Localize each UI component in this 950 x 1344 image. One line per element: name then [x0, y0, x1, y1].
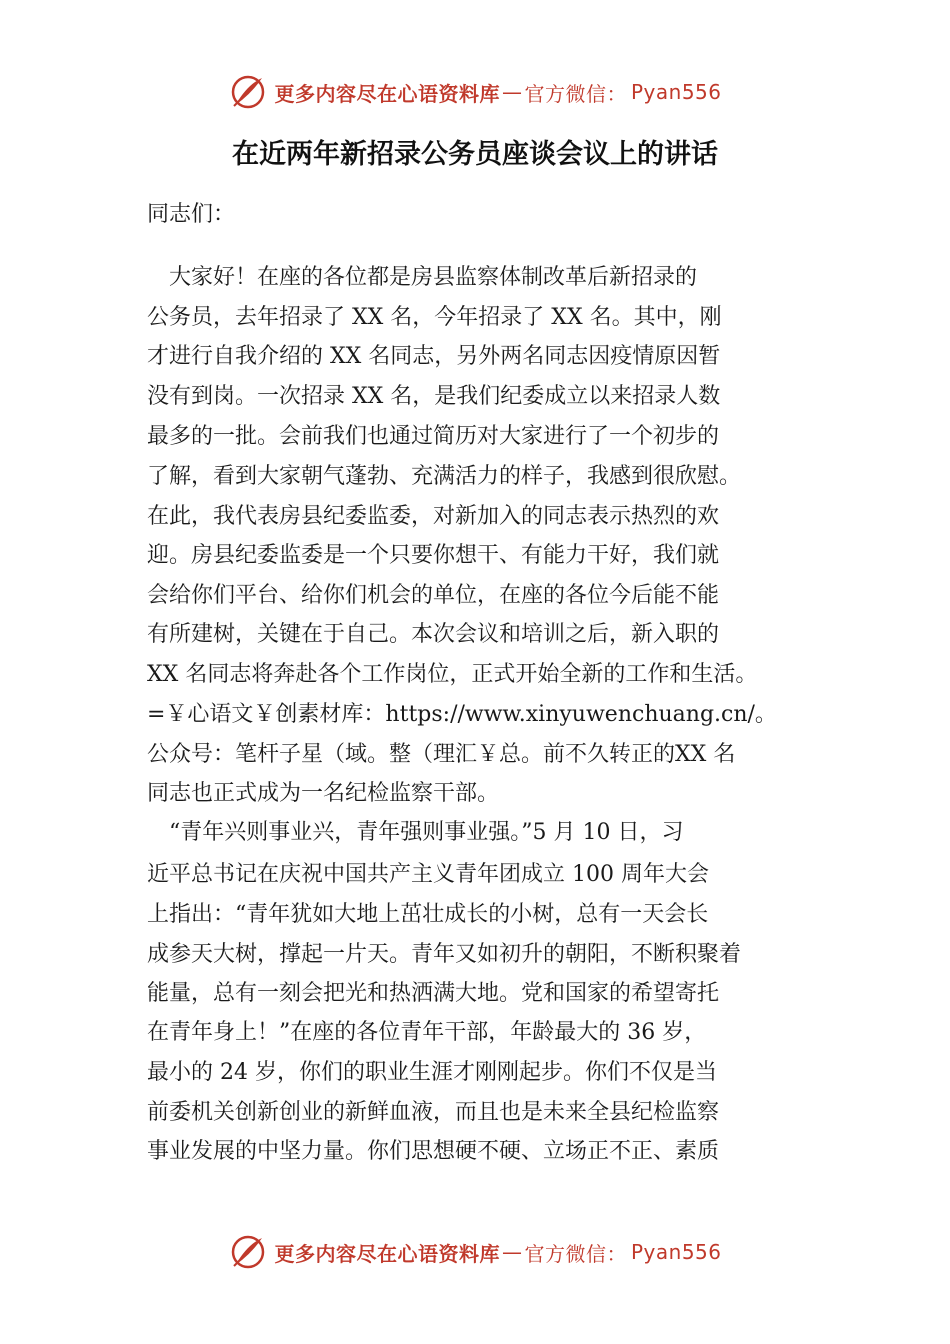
footer-watermark	[0, 1230, 950, 1274]
body-line: 前委机关创新创业的新鲜血液，而且也是未来全县纪检监察	[147, 1100, 720, 1125]
greeting: 同志们：	[147, 202, 236, 227]
body-line: 上指出：“青年犹如大地上茁壮成长的小树，总有一天会长	[147, 902, 709, 927]
body-line: 大家好！在座的各位都是房县监察体制改革后新招录的	[147, 265, 698, 290]
watermark-handle: Pyan556	[630, 1240, 722, 1264]
body-line: 成参天大树，撑起一片天。青年又如初升的朝阳，不断积聚着	[147, 942, 742, 967]
body-line: 同志也正式成为一名纪检监察干部。	[147, 781, 500, 806]
watermark-label: 官方微信：	[524, 1241, 627, 1266]
body-line: 最小的 24 岁，你们的职业生涯才刚刚起步。你们不仅是当	[147, 1060, 717, 1085]
quill-circle-logo-icon	[228, 1232, 268, 1272]
watermark-separator: —	[501, 1240, 523, 1264]
document-title: 在近两年新招录公务员座谈会议上的讲话	[232, 139, 718, 170]
body-line: 近平总书记在庆祝中国共产主义青年团成立 100 周年大会	[147, 862, 709, 887]
quill-circle-logo-icon	[228, 72, 268, 112]
body-line: 有所建树，关键在于自己。本次会议和培训之后，新入职的	[147, 622, 720, 647]
body-line: =￥心语文￥创素材库：https://www.xinyuwenchuang.cn/。	[147, 702, 777, 727]
body-line: 没有到岗。一次招录 XX 名，是我们纪委成立以来招录人数	[147, 384, 721, 409]
body-line: 能量，总有一刻会把光和热洒满大地。党和国家的希望寄托	[147, 981, 720, 1006]
body-line: 事业发展的中坚力量。你们思想硬不硬、立场正不正、素质	[147, 1139, 720, 1164]
header-watermark	[0, 70, 950, 114]
watermark-site: 更多内容尽在心语资料库	[274, 1241, 500, 1266]
body-line: 了解，看到大家朝气蓬勃、充满活力的样子，我感到很欣慰。	[147, 464, 742, 489]
body-line: XX 名同志将奔赴各个工作岗位，正式开始全新的工作和生活。	[147, 662, 758, 687]
body-line: 公务员，去年招录了 XX 名，今年招录了 XX 名。其中，刚	[147, 305, 722, 330]
watermark-site: 更多内容尽在心语资料库	[274, 81, 500, 106]
body-line: “青年兴则事业兴，青年强则事业强。”5 月 10 日，习	[147, 820, 684, 845]
body-line: 迎。房县纪委监委是一个只要你想干、有能力干好，我们就	[147, 543, 720, 568]
body-line: 才进行自我介绍的 XX 名同志，另外两名同志因疫情原因暂	[147, 344, 721, 369]
watermark-handle: Pyan556	[630, 80, 722, 104]
watermark-label: 官方微信：	[524, 81, 627, 106]
body-line: 最多的一批。会前我们也通过简历对大家进行了一个初步的	[147, 424, 720, 449]
watermark-separator: —	[501, 80, 523, 104]
body-line: 在此，我代表房县纪委监委，对新加入的同志表示热烈的欢	[147, 504, 720, 529]
body-line: 会给你们平台、给你们机会的单位，在座的各位今后能不能	[147, 583, 720, 608]
body-line: 公众号：笔杆子星（域。整（理汇￥总。前不久转正的XX 名	[147, 742, 736, 767]
body-line: 在青年身上！”在座的各位青年干部，年龄最大的 36 岁，	[147, 1020, 707, 1045]
